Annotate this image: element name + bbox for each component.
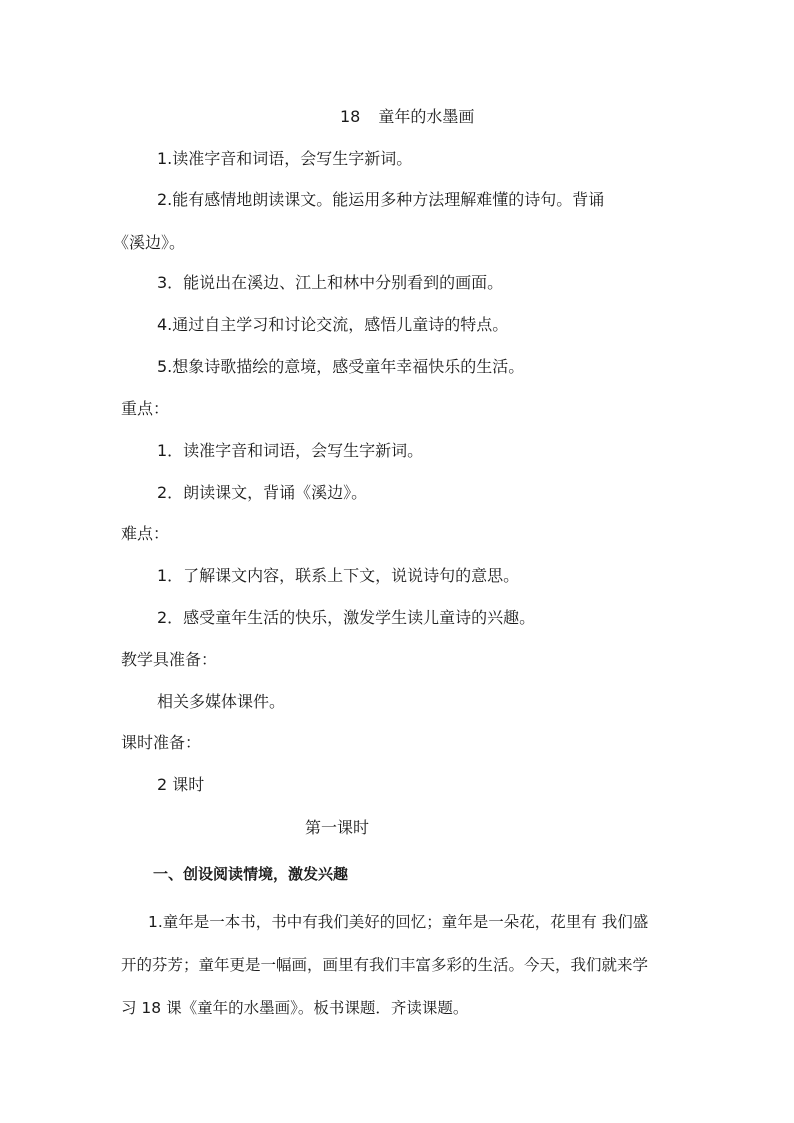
materials-label: 教学具准备：	[121, 650, 218, 669]
lesson-title: 童年的水墨画	[378, 107, 475, 126]
page-title	[340, 107, 474, 127]
hours-text: 2 课时	[157, 775, 205, 794]
lesson-heading: 第一课时	[305, 818, 370, 837]
objective-5: 5.想象诗歌描绘的意境，感受童年幸福快乐的生活。	[157, 357, 525, 376]
key-point-2: 2．朗读课文，背诵《溪边》。	[157, 483, 368, 502]
key-points-label: 重点：	[121, 399, 170, 418]
difficulty-2: 2．感受童年生活的快乐，激发学生读儿童诗的兴趣。	[157, 608, 536, 627]
objective-1: 1.读准字音和词语，会写生字新词。	[157, 149, 413, 168]
section-1-paragraph-line-3: 习 18 课《童年的水墨画》。板书课题．齐读课题。	[121, 999, 469, 1017]
objective-4: 4.通过自主学习和讨论交流，感悟儿童诗的特点。	[157, 315, 509, 334]
section-1-heading: 一、创设阅读情境，激发兴趣	[153, 865, 349, 883]
section-1-paragraph-line-1: 1.童年是一本书，书中有我们美好的回忆；童年是一朵花，花里有 我们盛	[148, 913, 649, 931]
difficulty-1: 1．了解课文内容，联系上下文，说说诗句的意思。	[157, 566, 520, 585]
objective-2: 2.能有感情地朗读课文。能运用多种方法理解难懂的诗句。背诵	[157, 190, 605, 209]
materials-text: 相关多媒体课件。	[157, 692, 286, 711]
hours-label: 课时准备：	[121, 733, 202, 752]
section-1-paragraph-line-2: 开的芬芳；童年更是一幅画，画里有我们丰富多彩的生活。今天，我们就来学	[121, 956, 649, 974]
difficulties-label: 难点：	[121, 524, 170, 543]
key-point-1: 1．读准字音和词语，会写生字新词。	[157, 441, 424, 460]
objective-3: 3．能说出在溪边、江上和林中分别看到的画面。	[157, 273, 504, 292]
lesson-number: 18	[340, 107, 361, 126]
objective-2-continued: 《溪边》。	[113, 233, 186, 252]
